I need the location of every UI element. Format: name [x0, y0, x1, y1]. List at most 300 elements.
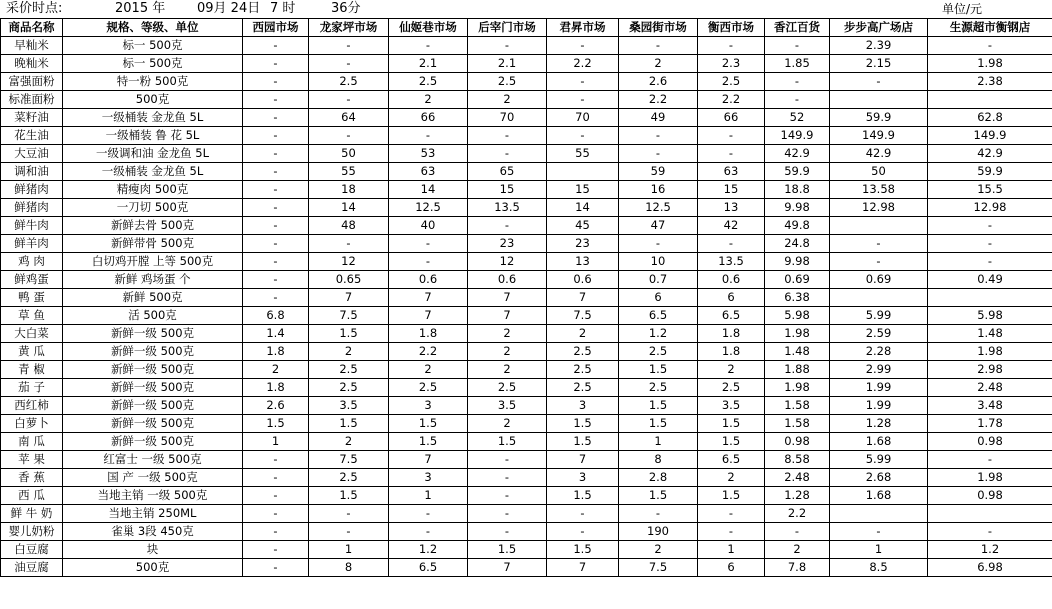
price-cell: - — [243, 37, 309, 55]
price-cell — [547, 163, 619, 181]
unit-label: 单位/元 — [942, 2, 983, 16]
spec-cell: 一刀切 500克 — [63, 199, 243, 217]
price-cell: 2.2 — [765, 505, 830, 523]
price-cell: 1.5 — [547, 415, 619, 433]
price-cell: 1 — [309, 541, 389, 559]
spec-cell: 一级桶装 金龙鱼 5L — [63, 109, 243, 127]
column-header: 仙姬巷市场 — [389, 19, 468, 37]
table-row — [1, 415, 1052, 433]
price-cell: 1.5 — [309, 415, 389, 433]
price-cell: 9.98 — [765, 199, 830, 217]
price-cell: 3 — [547, 469, 619, 487]
price-cell: - — [389, 523, 468, 541]
table-row — [1, 181, 1052, 199]
price-cell: 12.98 — [928, 199, 1052, 217]
price-cell: 59.9 — [830, 109, 928, 127]
price-cell: 65 — [468, 163, 547, 181]
price-cell: - — [765, 73, 830, 91]
price-cell: 1.5 — [309, 487, 389, 505]
price-cell: 0.6 — [468, 271, 547, 289]
price-cell: - — [243, 253, 309, 271]
price-cell: 3 — [547, 397, 619, 415]
price-cell: - — [243, 127, 309, 145]
price-cell: - — [547, 37, 619, 55]
price-cell: 1.5 — [389, 415, 468, 433]
price-cell: 47 — [619, 217, 698, 235]
price-cell: - — [309, 505, 389, 523]
price-cell: - — [928, 37, 1052, 55]
price-cell: 2.68 — [830, 469, 928, 487]
price-cell: 2.5 — [547, 361, 619, 379]
spec-cell: 一级桶装 鲁 花 5L — [63, 127, 243, 145]
product-name-cell: 鲜猪肉 — [1, 181, 63, 199]
price-cell: - — [830, 235, 928, 253]
price-cell: 2.99 — [830, 361, 928, 379]
product-name-cell: 花生油 — [1, 127, 63, 145]
price-cell: 0.98 — [765, 433, 830, 451]
price-cell: - — [389, 127, 468, 145]
price-cell: 52 — [765, 109, 830, 127]
price-cell: 0.69 — [765, 271, 830, 289]
price-cell: 14 — [309, 199, 389, 217]
price-cell: 12.5 — [389, 199, 468, 217]
price-cell: 5.98 — [765, 307, 830, 325]
product-name-cell: 大豆油 — [1, 145, 63, 163]
spec-cell: 500克 — [63, 559, 243, 577]
price-cell: - — [619, 127, 698, 145]
price-cell: 1.5 — [547, 541, 619, 559]
spec-cell: 当地主销 250ML — [63, 505, 243, 523]
price-cell: 13.5 — [698, 253, 765, 271]
spec-cell: 当地主销 一级 500克 — [63, 487, 243, 505]
price-cell: 1.5 — [468, 541, 547, 559]
spec-cell: 新鲜带骨 500克 — [63, 235, 243, 253]
price-cell: - — [468, 487, 547, 505]
column-header: 西园市场 — [243, 19, 309, 37]
table-row — [1, 55, 1052, 73]
price-cell: 8.5 — [830, 559, 928, 577]
price-cell: - — [309, 91, 389, 109]
price-cell: 2 — [547, 325, 619, 343]
price-cell: - — [547, 523, 619, 541]
price-cell: 1.5 — [468, 433, 547, 451]
price-cell: 2 — [468, 361, 547, 379]
price-cell: 1 — [830, 541, 928, 559]
price-cell: - — [619, 37, 698, 55]
price-cell: 15 — [468, 181, 547, 199]
price-cell: 70 — [547, 109, 619, 127]
price-cell — [830, 217, 928, 235]
price-cell: 2.2 — [389, 343, 468, 361]
price-cell: 2.3 — [698, 55, 765, 73]
product-name-cell: 富强面粉 — [1, 73, 63, 91]
price-cell: 2 — [468, 343, 547, 361]
price-cell: 13.58 — [830, 181, 928, 199]
table-row — [1, 163, 1052, 181]
price-cell: - — [243, 181, 309, 199]
price-cell: - — [928, 253, 1052, 271]
year-value: 2015 年 — [115, 1, 166, 16]
price-cell: 8 — [309, 559, 389, 577]
price-cell: - — [243, 109, 309, 127]
price-cell: 42.9 — [928, 145, 1052, 163]
price-cell: - — [928, 523, 1052, 541]
price-cell — [928, 505, 1052, 523]
product-name-cell: 鲜鸡蛋 — [1, 271, 63, 289]
product-name-cell: 油豆腐 — [1, 559, 63, 577]
spec-cell: 白切鸡开膛 上等 500克 — [63, 253, 243, 271]
price-cell: 2.6 — [243, 397, 309, 415]
date-value: 09月 24日 — [197, 1, 261, 16]
product-name-cell: 苹 果 — [1, 451, 63, 469]
price-cell: 7.8 — [765, 559, 830, 577]
price-cell: 0.6 — [389, 271, 468, 289]
price-cell: 2.8 — [619, 469, 698, 487]
price-cell: 3 — [389, 397, 468, 415]
price-cell: 1.99 — [830, 379, 928, 397]
price-cell: 2.48 — [765, 469, 830, 487]
product-name-cell: 草 鱼 — [1, 307, 63, 325]
price-cell: 59.9 — [928, 163, 1052, 181]
column-header: 生源超市衡钢店 — [928, 19, 1052, 37]
price-cell: 2.2 — [619, 91, 698, 109]
price-cell: 190 — [619, 523, 698, 541]
price-cell: 9.98 — [765, 253, 830, 271]
price-cell: - — [698, 523, 765, 541]
price-cell: - — [765, 37, 830, 55]
price-cell: 7 — [468, 559, 547, 577]
column-header: 后宰门市场 — [468, 19, 547, 37]
price-cell: 3.5 — [468, 397, 547, 415]
price-cell: 0.49 — [928, 271, 1052, 289]
price-cell: 2.48 — [928, 379, 1052, 397]
price-cell: 2.5 — [468, 379, 547, 397]
column-header: 步步高广场店 — [830, 19, 928, 37]
product-name-cell: 茄 子 — [1, 379, 63, 397]
price-cell: - — [243, 487, 309, 505]
table-row — [1, 433, 1052, 451]
table-row — [1, 145, 1052, 163]
price-cell: 2.39 — [830, 37, 928, 55]
table-row — [1, 307, 1052, 325]
price-cell: - — [547, 505, 619, 523]
price-cell: - — [698, 235, 765, 253]
price-cell: - — [243, 271, 309, 289]
price-cell: 62.8 — [928, 109, 1052, 127]
price-cell: 49 — [619, 109, 698, 127]
price-cell: 1.5 — [243, 415, 309, 433]
table-row — [1, 469, 1052, 487]
price-cell: 2.2 — [547, 55, 619, 73]
price-cell: 18 — [309, 181, 389, 199]
price-cell: 2.5 — [389, 379, 468, 397]
price-cell: 1.5 — [698, 487, 765, 505]
price-cell: - — [468, 37, 547, 55]
price-cell: 1.8 — [243, 343, 309, 361]
price-cell: 0.7 — [619, 271, 698, 289]
spec-cell: 新鲜 500克 — [63, 289, 243, 307]
price-cell: 23 — [468, 235, 547, 253]
spec-cell: 红富士 一级 500克 — [63, 451, 243, 469]
spec-cell: 新鲜 鸡场蛋 个 — [63, 271, 243, 289]
price-cell: 7 — [468, 289, 547, 307]
table-row — [1, 325, 1052, 343]
price-cell: 6 — [698, 289, 765, 307]
price-cell: - — [468, 469, 547, 487]
table-row — [1, 559, 1052, 577]
price-cell: 7.5 — [309, 451, 389, 469]
price-cell: 2 — [698, 469, 765, 487]
price-cell: 1.5 — [389, 433, 468, 451]
price-cell: 1.48 — [765, 343, 830, 361]
column-header: 衡西市场 — [698, 19, 765, 37]
price-cell: 1.98 — [928, 343, 1052, 361]
table-row — [1, 505, 1052, 523]
product-name-cell: 鲜牛肉 — [1, 217, 63, 235]
price-cell: 3 — [389, 469, 468, 487]
price-cell: 0.98 — [928, 433, 1052, 451]
price-cell: 1.8 — [698, 343, 765, 361]
price-cell: 2 — [389, 361, 468, 379]
price-cell: 2 — [765, 541, 830, 559]
table-row — [1, 91, 1052, 109]
spec-cell: 新鲜一级 500克 — [63, 361, 243, 379]
table-row — [1, 289, 1052, 307]
price-cell: - — [468, 451, 547, 469]
product-name-cell: 香 蕉 — [1, 469, 63, 487]
price-cell: 2 — [619, 541, 698, 559]
price-cell: 8 — [619, 451, 698, 469]
price-cell: 1.99 — [830, 397, 928, 415]
price-cell: 42 — [698, 217, 765, 235]
price-cell: 7 — [547, 559, 619, 577]
price-cell: - — [389, 505, 468, 523]
price-cell: 2.5 — [468, 73, 547, 91]
price-cell: 1 — [243, 433, 309, 451]
price-cell: 1.98 — [928, 469, 1052, 487]
product-name-cell: 标准面粉 — [1, 91, 63, 109]
price-cell: 7 — [468, 307, 547, 325]
price-cell: - — [619, 145, 698, 163]
table-row — [1, 379, 1052, 397]
price-cell: 1.98 — [765, 325, 830, 343]
product-name-cell: 西红柿 — [1, 397, 63, 415]
price-cell: 6.8 — [243, 307, 309, 325]
price-cell: - — [243, 451, 309, 469]
price-cell: 15.5 — [928, 181, 1052, 199]
price-cell: - — [698, 145, 765, 163]
price-cell: 45 — [547, 217, 619, 235]
product-name-cell: 鲜羊肉 — [1, 235, 63, 253]
price-cell: 2.15 — [830, 55, 928, 73]
spec-cell: 块 — [63, 541, 243, 559]
price-cell: - — [547, 127, 619, 145]
spec-cell: 特一粉 500克 — [63, 73, 243, 91]
price-cell: - — [830, 523, 928, 541]
price-cell: 2.1 — [468, 55, 547, 73]
price-cell: 3.5 — [698, 397, 765, 415]
price-cell: 40 — [389, 217, 468, 235]
table-row — [1, 541, 1052, 559]
product-name-cell: 西 瓜 — [1, 487, 63, 505]
price-cell: 12.98 — [830, 199, 928, 217]
price-cell: 0.65 — [309, 271, 389, 289]
price-cell: 1.85 — [765, 55, 830, 73]
price-cell: - — [928, 235, 1052, 253]
price-cell: 66 — [698, 109, 765, 127]
spec-cell: 新鲜一级 500克 — [63, 325, 243, 343]
price-cell: 70 — [468, 109, 547, 127]
price-cell: - — [468, 523, 547, 541]
price-cell: 13 — [698, 199, 765, 217]
price-cell: 0.6 — [547, 271, 619, 289]
price-cell: 2.5 — [547, 379, 619, 397]
table-header-row — [1, 19, 1052, 37]
spec-cell: 500克 — [63, 91, 243, 109]
table-row — [1, 109, 1052, 127]
spec-cell: 新鲜一级 500克 — [63, 397, 243, 415]
price-cell: - — [468, 505, 547, 523]
price-cell: - — [243, 199, 309, 217]
price-cell — [928, 289, 1052, 307]
price-cell: 50 — [309, 145, 389, 163]
price-cell: 2.5 — [309, 379, 389, 397]
price-cell: 6.38 — [765, 289, 830, 307]
price-cell: - — [243, 217, 309, 235]
price-cell: 1.68 — [830, 433, 928, 451]
price-cell: 2 — [468, 415, 547, 433]
price-cell: 2.28 — [830, 343, 928, 361]
price-cell: 13 — [547, 253, 619, 271]
price-cell: 5.99 — [830, 451, 928, 469]
product-name-cell: 白豆腐 — [1, 541, 63, 559]
price-cell: 1.5 — [309, 325, 389, 343]
table-row — [1, 73, 1052, 91]
price-cell: 0.69 — [830, 271, 928, 289]
price-cell: 1.8 — [698, 325, 765, 343]
price-cell: 2 — [309, 433, 389, 451]
price-cell: 1.58 — [765, 415, 830, 433]
product-name-cell: 鲜猪肉 — [1, 199, 63, 217]
price-cell: 55 — [309, 163, 389, 181]
price-cell: 1.5 — [619, 415, 698, 433]
price-cell: 2.5 — [547, 343, 619, 361]
price-cell: 64 — [309, 109, 389, 127]
price-cell: 16 — [619, 181, 698, 199]
price-cell: 1 — [389, 487, 468, 505]
table-row — [1, 523, 1052, 541]
price-cell: - — [468, 127, 547, 145]
price-cell: 149.9 — [928, 127, 1052, 145]
price-cell: 2.1 — [389, 55, 468, 73]
price-cell: 7.5 — [547, 307, 619, 325]
spec-cell: 新鲜一级 500克 — [63, 343, 243, 361]
price-cell: 2.5 — [619, 379, 698, 397]
price-cell: 1 — [698, 541, 765, 559]
price-cell: 6.5 — [698, 307, 765, 325]
table-row — [1, 451, 1052, 469]
price-cell: 1.68 — [830, 487, 928, 505]
price-cell: - — [830, 253, 928, 271]
price-cell: 1.5 — [698, 433, 765, 451]
price-cell: 2 — [389, 91, 468, 109]
price-cell: - — [928, 217, 1052, 235]
product-name-cell: 婴儿奶粉 — [1, 523, 63, 541]
product-name-cell: 晚籼米 — [1, 55, 63, 73]
price-cell: 1 — [619, 433, 698, 451]
price-cell: 13.5 — [468, 199, 547, 217]
price-cell: 1.5 — [619, 487, 698, 505]
price-cell: 1.5 — [698, 415, 765, 433]
price-cell: - — [765, 91, 830, 109]
price-cell: - — [243, 163, 309, 181]
spec-cell: 新鲜一级 500克 — [63, 415, 243, 433]
price-cell: 2 — [468, 325, 547, 343]
price-cell: 49.8 — [765, 217, 830, 235]
column-header: 香江百货 — [765, 19, 830, 37]
price-cell: 6.5 — [619, 307, 698, 325]
product-name-cell: 早籼米 — [1, 37, 63, 55]
spec-cell: 新鲜去骨 500克 — [63, 217, 243, 235]
spec-cell: 标一 500克 — [63, 55, 243, 73]
product-name-cell: 青 椒 — [1, 361, 63, 379]
price-cell: - — [468, 217, 547, 235]
price-cell: 5.99 — [830, 307, 928, 325]
price-cell: 7 — [547, 289, 619, 307]
price-cell: - — [830, 73, 928, 91]
price-cell: 1.5 — [547, 433, 619, 451]
price-cell: - — [468, 145, 547, 163]
price-cell: 55 — [547, 145, 619, 163]
price-cell: 53 — [389, 145, 468, 163]
price-cell: 8.58 — [765, 451, 830, 469]
price-cell: 1.8 — [389, 325, 468, 343]
price-cell: 1.88 — [765, 361, 830, 379]
spec-cell: 一级调和油 金龙鱼 5L — [63, 145, 243, 163]
price-cell: 1.2 — [619, 325, 698, 343]
price-cell: 1.48 — [928, 325, 1052, 343]
price-cell: 3.48 — [928, 397, 1052, 415]
price-cell: - — [389, 253, 468, 271]
minute-value: 36分 — [331, 1, 361, 16]
price-cell: - — [619, 235, 698, 253]
column-header: 桑园街市场 — [619, 19, 698, 37]
price-cell: 2.5 — [619, 343, 698, 361]
column-header: 龙家坪市场 — [309, 19, 389, 37]
product-name-cell: 南 瓜 — [1, 433, 63, 451]
table-row — [1, 127, 1052, 145]
price-cell: 2.59 — [830, 325, 928, 343]
table-row — [1, 397, 1052, 415]
price-cell: - — [243, 145, 309, 163]
price-cell: 6 — [698, 559, 765, 577]
price-cell: - — [765, 523, 830, 541]
price-cell: - — [243, 505, 309, 523]
price-cell: 15 — [547, 181, 619, 199]
price-cell: 1.5 — [547, 487, 619, 505]
price-cell: 14 — [547, 199, 619, 217]
price-cell — [928, 91, 1052, 109]
price-cell: 2 — [698, 361, 765, 379]
price-cell: 23 — [547, 235, 619, 253]
price-cell: - — [243, 523, 309, 541]
column-header: 规格、等级、单位 — [63, 19, 243, 37]
price-cell: 1.5 — [619, 361, 698, 379]
price-cell: 2.2 — [698, 91, 765, 109]
price-cell: 2.5 — [309, 73, 389, 91]
spec-cell: 标一 500克 — [63, 37, 243, 55]
product-name-cell: 鸡 肉 — [1, 253, 63, 271]
